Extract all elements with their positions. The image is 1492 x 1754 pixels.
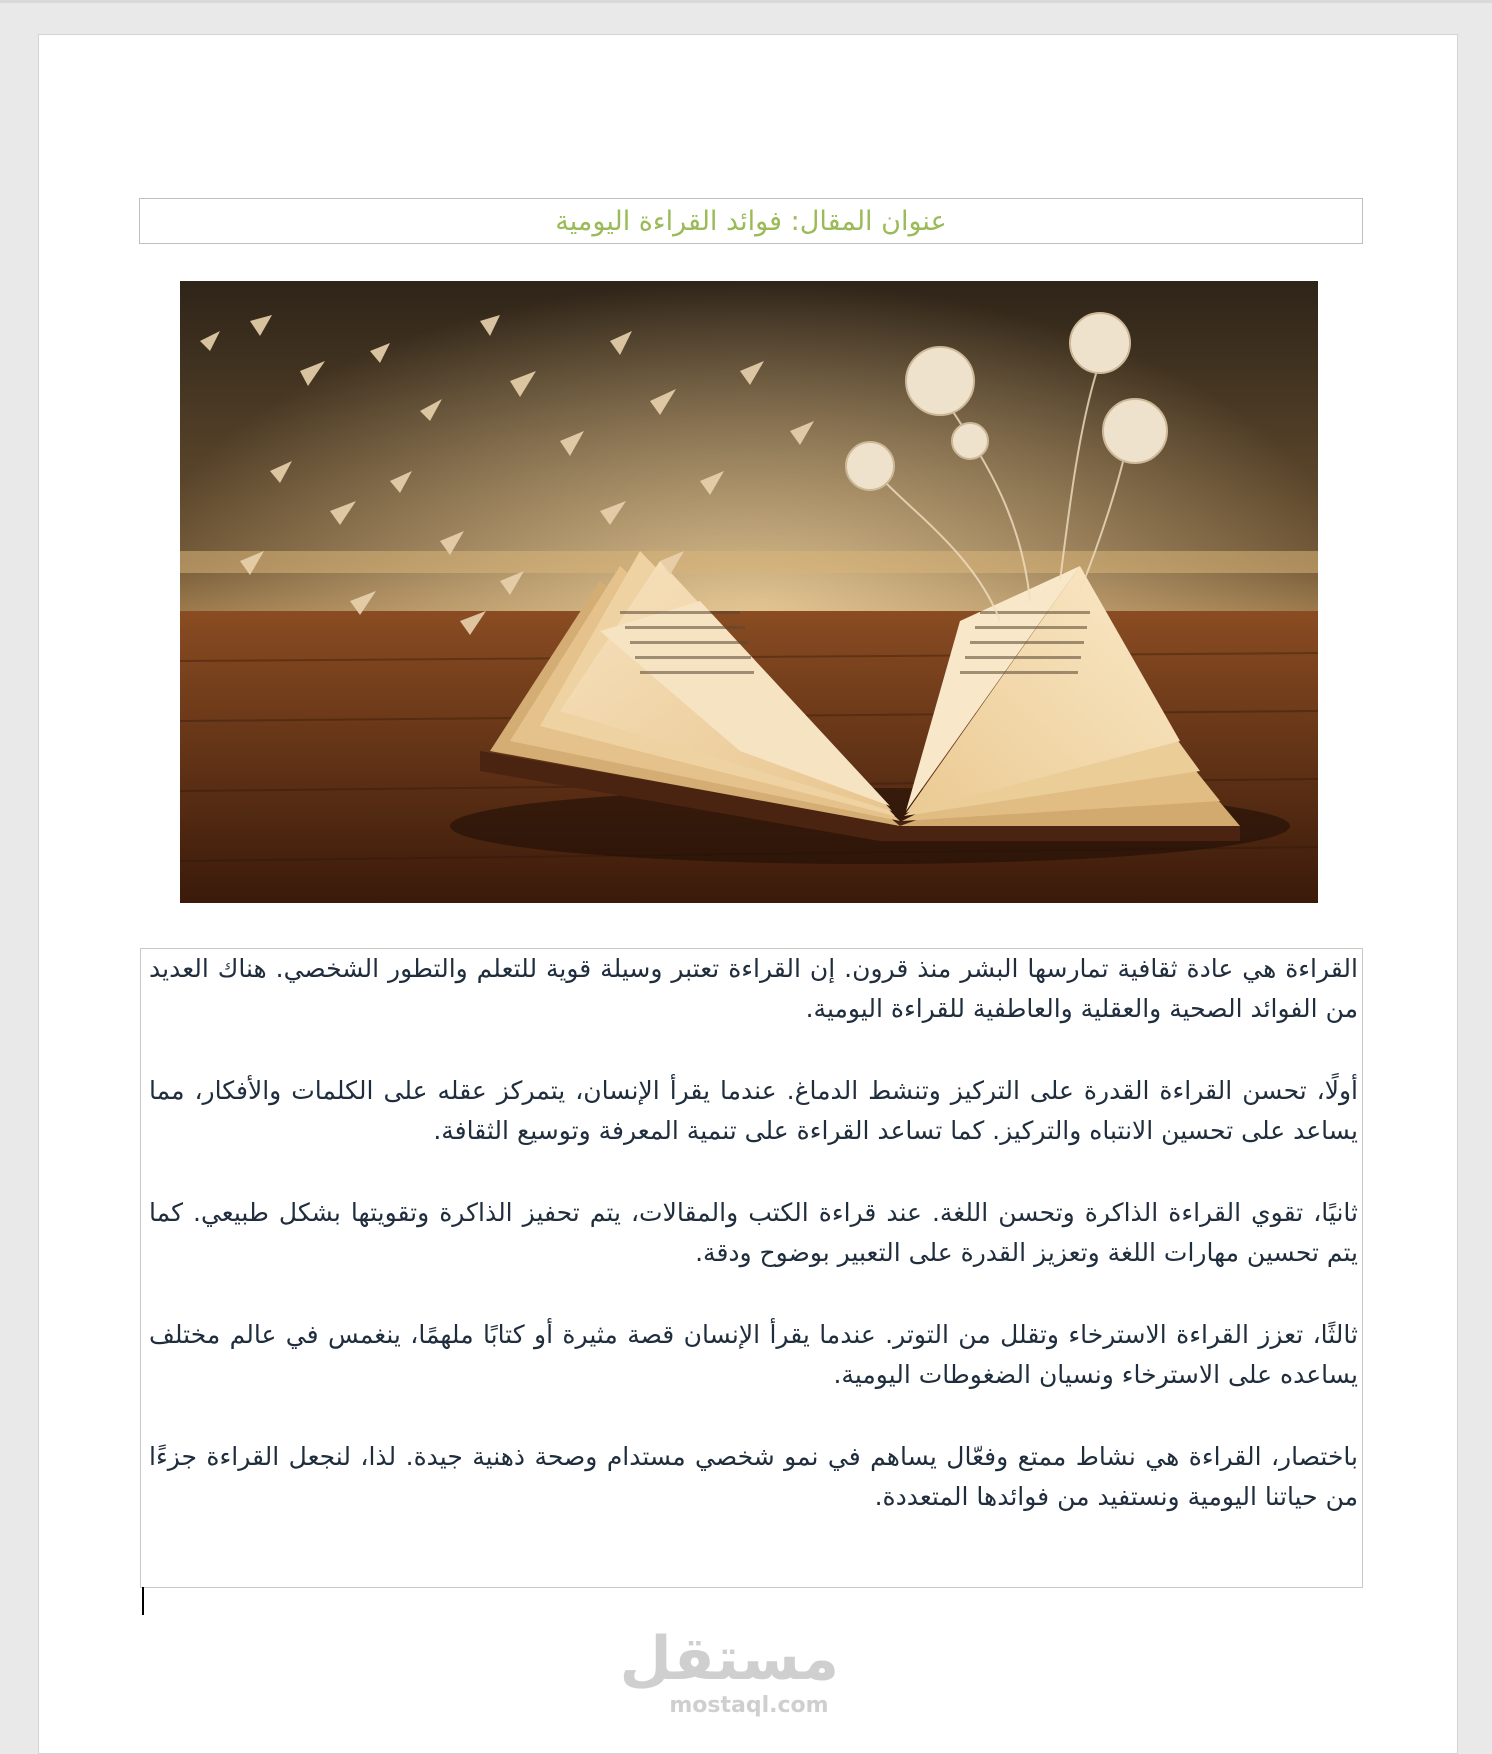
document-page[interactable] — [38, 34, 1458, 1754]
article-title: عنوان المقال: فوائد القراءة اليومية — [555, 205, 947, 237]
watermark-domain: mostaql.com — [669, 1693, 829, 1718]
paragraph-summary: باختصار، القراءة هي نشاط ممتع وفعّال يساهم في نمو شخصي مستدام وصحة ذهنية جيدة. لذا، لنجعل القراءة جزءًا من حياتنا اليومية ونستفيد من فوائدها المتعددة. — [149, 1442, 1358, 1511]
paragraph-third: ثالثًا، تعزز القراءة الاسترخاء وتقلل من التوتر. عندما يقرأ الإنسان قصة مثيرة أو كتابًا ملهمًا، ينغمس في عالم مختلف يساعده على الاسترخاء ونسيان الضغوطات اليومية. — [149, 1320, 1358, 1389]
window-top-border — [0, 0, 1492, 3]
watermark-logo: مستقل — [619, 1624, 839, 1694]
paragraph-intro: القراءة هي عادة ثقافية تمارسها البشر منذ قرون. إن القراءة تعتبر وسيلة قوية للتعلم والتطور الشخصي. هناك العديد من الفوائد الصحية والعقلية والعاطفية للقراءة اليومية. — [149, 954, 1358, 1023]
title-text-box[interactable] — [139, 198, 1363, 244]
watermark — [619, 1624, 839, 1718]
text-cursor — [142, 1587, 144, 1615]
article-body — [141, 949, 1364, 1559]
paragraph-first: أولًا، تحسن القراءة القدرة على التركيز وتنشط الدماغ. عندما يقرأ الإنسان، يتمركز عقله على الكلمات والأفكار، مما يساعد على تحسين الانتباه والتركيز. كما تساعد القراءة على تنمية المعرفة وتوسيع الثقافة. — [149, 1076, 1358, 1145]
open-book-image[interactable] — [180, 281, 1318, 903]
body-text-box[interactable] — [140, 948, 1363, 1588]
paragraph-second: ثانيًا، تقوي القراءة الذاكرة وتحسن اللغة. عند قراءة الكتب والمقالات، يتم تحفيز الذاكرة وتقويتها بشكل طبيعي. كما يتم تحسين مهارات اللغة وتعزيز القدرة على التعبير بوضوح ودقة. — [149, 1198, 1358, 1267]
